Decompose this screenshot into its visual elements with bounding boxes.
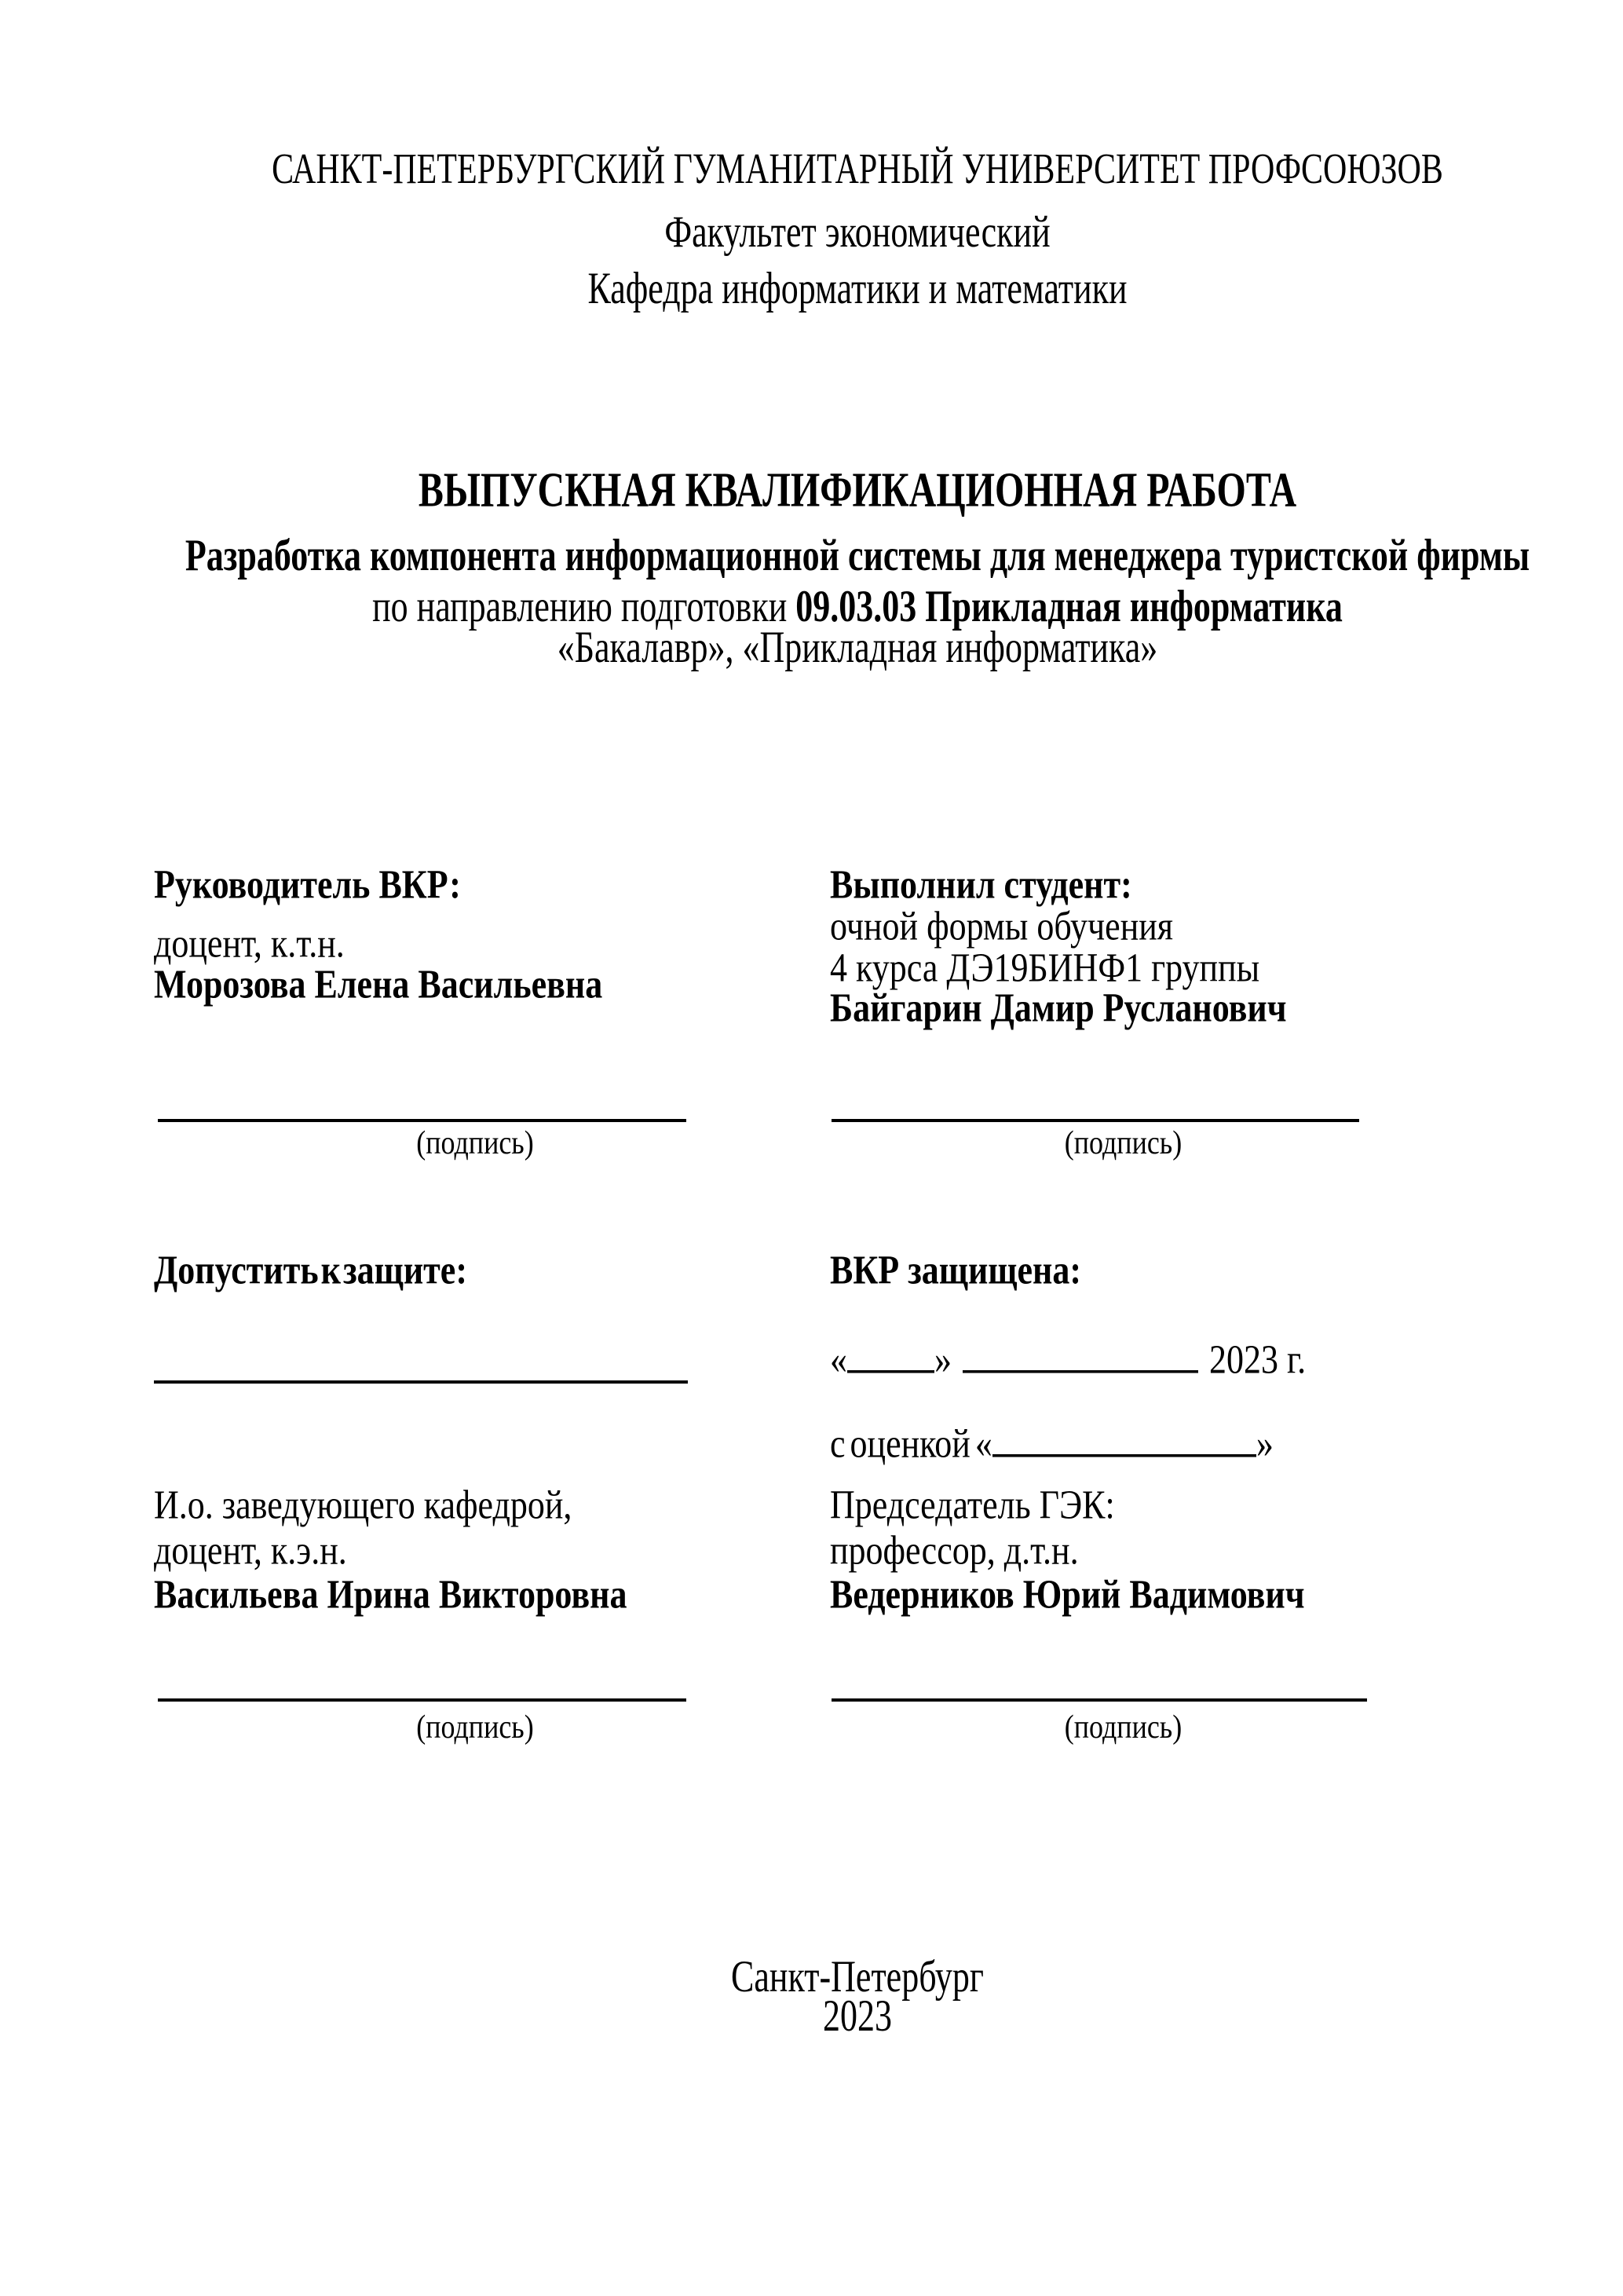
date-day-blank [847, 1336, 934, 1373]
footer-city: Санкт-Петербург [731, 1951, 984, 2002]
supervisor-label: Руководитель ВКР: [154, 861, 461, 908]
student-signature-line [832, 1080, 1359, 1122]
supervisor-degree: доцент, к.т.н. [154, 920, 345, 967]
student-label: Выполнил студент: [830, 861, 1132, 908]
date-quote-close: » [934, 1336, 952, 1383]
admission-signature-line [154, 1341, 688, 1384]
defense-label: ВКР защищена: [830, 1247, 1081, 1293]
supervisor-signature-caption: (подпись) [416, 1124, 534, 1161]
student-group: 4 курса ДЭ19БИНФ1 группы [830, 945, 1260, 991]
thesis-title: Разработка компонента информационной системы для менеджера туристской фирмы [185, 530, 1530, 581]
department-head-position: И.о. заведующего кафедрой, [154, 1482, 572, 1528]
grade-quote-close: » [1256, 1420, 1274, 1467]
supervisor-signature-line [158, 1080, 686, 1122]
footer-year: 2023 [823, 1991, 892, 2042]
department-name: Кафедра информатики и математики [587, 263, 1128, 314]
grade-blank [992, 1420, 1256, 1457]
work-type-heading: ВЫПУСКНАЯ КВАЛИФИКАЦИОННАЯ РАБОТА [418, 462, 1297, 517]
department-head-degree: доцент, к.э.н. [154, 1527, 347, 1574]
department-head-name: Васильева Ирина Викторовна [154, 1571, 627, 1618]
date-month-blank [963, 1336, 1198, 1373]
student-signature-caption: (подпись) [1064, 1124, 1183, 1161]
date-year: 2023 г. [1209, 1336, 1307, 1383]
university-name: САНКТ-ПЕТЕРБУРГСКИЙ ГУМАНИТАРНЫЙ УНИВЕРСИТЕТ ПРОФСОЮЗОВ [272, 146, 1443, 193]
committee-chair-label: Председатель ГЭК: [830, 1482, 1115, 1528]
faculty-name: Факультет экономический [664, 207, 1051, 258]
defense-grade-line [830, 1419, 1274, 1469]
department-head-signature-caption: (подпись) [416, 1708, 534, 1746]
department-head-signature-line [158, 1659, 686, 1702]
student-study-form: очной формы обучения [830, 903, 1174, 949]
supervisor-name: Морозова Елена Васильевна [154, 961, 603, 1007]
direction-code: 09.03.03 Прикладная информатика [795, 581, 1343, 632]
qualification-line: «Бакалавр», «Прикладная информатика» [557, 622, 1158, 673]
admission-label: Допустить к защите: [154, 1247, 467, 1293]
direction-prefix: по направлению подготовки [372, 581, 796, 632]
date-quote-open: « [830, 1336, 847, 1383]
committee-chair-signature-caption: (подпись) [1064, 1708, 1183, 1746]
committee-chair-signature-line [832, 1659, 1367, 1702]
defense-date-line [830, 1335, 1306, 1385]
student-name: Байгарин Дамир Русланович [830, 985, 1287, 1031]
committee-chair-degree: профессор, д.т.н. [830, 1527, 1079, 1574]
committee-chair-name: Ведерников Юрий Вадимович [830, 1571, 1305, 1618]
grade-prefix: с оценкой « [830, 1420, 992, 1467]
